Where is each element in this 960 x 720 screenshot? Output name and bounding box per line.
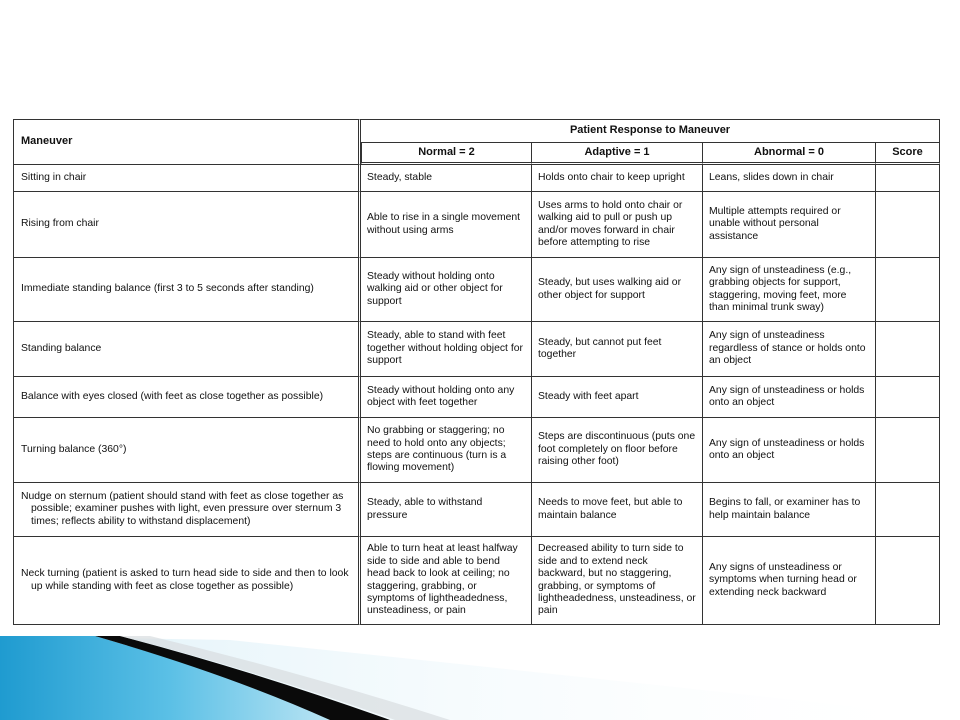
maneuver-cell: Rising from chair [13, 192, 361, 258]
maneuver-text: Nudge on sternum (patient should stand with feet as close together as possible; examiner pushes with light, even pressure over sternum 3 times; reflects ability to withstand displacement) [21, 490, 344, 527]
abnormal-cell: Any sign of unsteadiness regardless of stance or holds onto an object [703, 322, 876, 377]
adaptive-cell: Steps are discontinuous (puts one foot completely on floor before raising other foot) [532, 418, 703, 483]
score-cell[interactable] [876, 483, 940, 537]
table-row [13, 258, 940, 322]
header-maneuver: Maneuver [13, 119, 361, 165]
adaptive-cell: Decreased ability to turn side to side and to extend neck backward, but no staggering, grabbing, or symptoms of lightheadedness, unsteadiness, or pain [532, 537, 703, 625]
abnormal-cell: Any signs of unsteadiness or symptoms when turning head or extending neck backward [703, 537, 876, 625]
maneuver-cell: Immediate standing balance (first 3 to 5 seconds after standing) [13, 258, 361, 322]
abnormal-cell: Leans, slides down in chair [703, 165, 876, 192]
maneuver-cell: Balance with eyes closed (with feet as close together as possible) [13, 377, 361, 418]
header-normal: Normal = 2 [361, 143, 532, 165]
table-row [13, 483, 940, 537]
normal-cell: Steady, able to stand with feet together without holding object for support [361, 322, 532, 377]
header-patient-response: Patient Response to Maneuver [361, 119, 940, 143]
abnormal-cell: Begins to fall, or examiner has to help maintain balance [703, 483, 876, 537]
score-cell[interactable] [876, 322, 940, 377]
table-row [13, 537, 940, 625]
maneuver-cell: Standing balance [13, 322, 361, 377]
score-cell[interactable] [876, 165, 940, 192]
adaptive-cell: Needs to move feet, but able to maintain balance [532, 483, 703, 537]
table-header-row [13, 119, 940, 143]
decorative-swoosh [0, 630, 960, 720]
table-row [13, 165, 940, 192]
normal-cell: No grabbing or staggering; no need to hold onto any objects; steps are continuous (turn is a flowing movement) [361, 418, 532, 483]
score-cell[interactable] [876, 377, 940, 418]
maneuver-text: Neck turning (patient is asked to turn head side to side and then to look up while standing with feet as close together as possible) [21, 568, 349, 592]
score-cell[interactable] [876, 192, 940, 258]
assessment-table [13, 119, 940, 625]
header-abnormal: Abnormal = 0 [703, 143, 876, 165]
score-cell[interactable] [876, 258, 940, 322]
abnormal-cell: Any sign of unsteadiness (e.g., grabbing objects for support, staggering, moving feet, more than minimal trunk sway) [703, 258, 876, 322]
adaptive-cell: Uses arms to hold onto chair or walking aid to pull or push up and/or moves forward in chair before attempting to rise [532, 192, 703, 258]
abnormal-cell: Any sign of unsteadiness or holds onto an object [703, 418, 876, 483]
maneuver-cell [13, 483, 361, 537]
normal-cell: Steady without holding onto any object with feet together [361, 377, 532, 418]
adaptive-cell: Holds onto chair to keep upright [532, 165, 703, 192]
table-row [13, 418, 940, 483]
score-cell[interactable] [876, 537, 940, 625]
normal-cell: Steady, able to withstand pressure [361, 483, 532, 537]
table-row [13, 377, 940, 418]
adaptive-cell: Steady with feet apart [532, 377, 703, 418]
table-row [13, 192, 940, 258]
header-adaptive: Adaptive = 1 [532, 143, 703, 165]
table-row [13, 322, 940, 377]
maneuver-cell [13, 537, 361, 625]
score-cell[interactable] [876, 418, 940, 483]
normal-cell: Steady without holding onto walking aid or other object for support [361, 258, 532, 322]
maneuver-cell: Turning balance (360°) [13, 418, 361, 483]
adaptive-cell: Steady, but uses walking aid or other object for support [532, 258, 703, 322]
abnormal-cell: Multiple attempts required or unable without personal assistance [703, 192, 876, 258]
abnormal-cell: Any sign of unsteadiness or holds onto an object [703, 377, 876, 418]
normal-cell: Steady, stable [361, 165, 532, 192]
adaptive-cell: Steady, but cannot put feet together [532, 322, 703, 377]
header-score: Score [876, 143, 940, 165]
normal-cell: Able to rise in a single movement without using arms [361, 192, 532, 258]
normal-cell: Able to turn heat at least halfway side to side and able to bend head back to look at ceiling; no staggering, grabbing, or symptoms of lightheadedness, unsteadiness, or pain [361, 537, 532, 625]
maneuver-cell: Sitting in chair [13, 165, 361, 192]
